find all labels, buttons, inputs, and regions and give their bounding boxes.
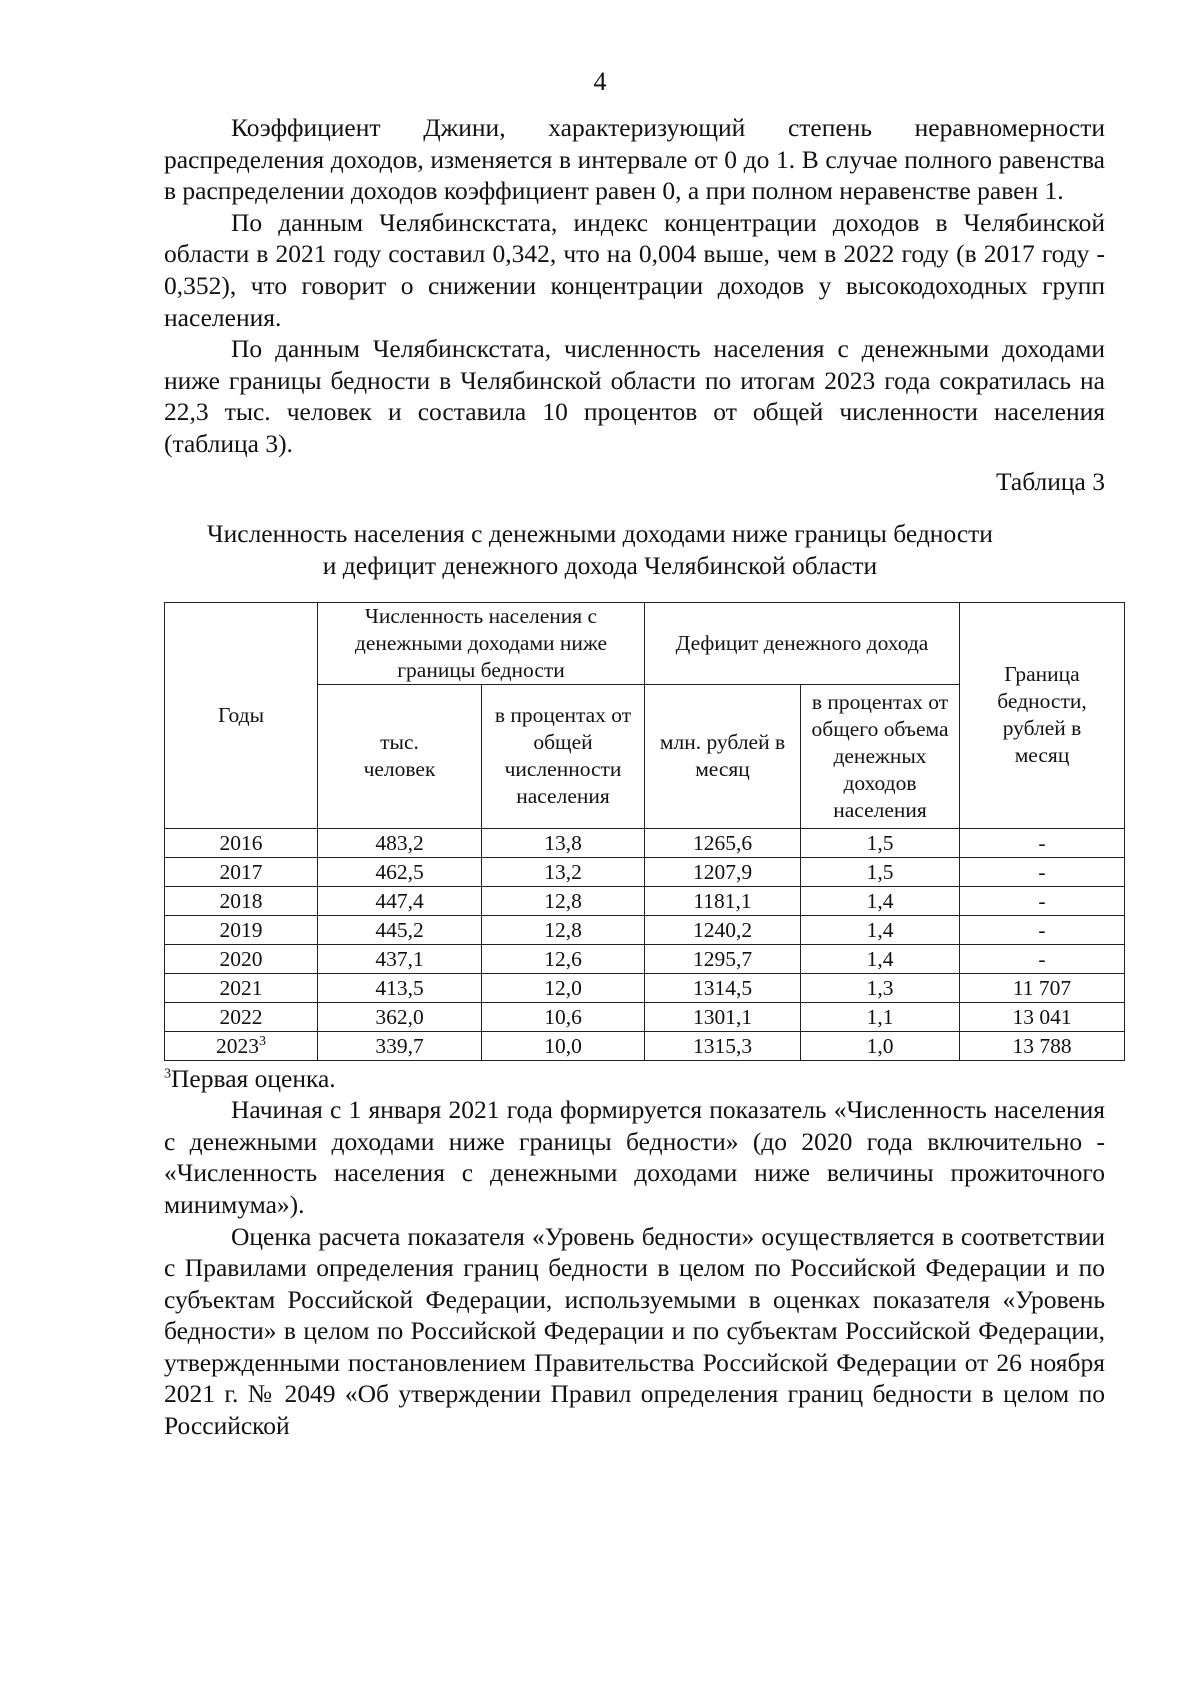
cell-year: [165, 973, 318, 1002]
table-row: [165, 915, 1125, 944]
cell-year: [165, 1002, 318, 1031]
cell-value: 362,0: [375, 1004, 424, 1029]
cell-year: [165, 944, 318, 973]
cell-value: 1295,7: [692, 946, 753, 971]
cell-value: 13,2: [544, 859, 582, 884]
cell-value: 1314,5: [692, 975, 753, 1000]
cell-value: 1,5: [866, 830, 894, 855]
paragraph: Коэффициент Джини, характеризующий степень неравномерности распределения доходов, изменяется в интервале от 0 до 1. В случае полного равенства в распределении доходов коэффициент равен 0, а при полном неравенстве равен 1.: [164, 113, 1105, 206]
table-row: [165, 1002, 1125, 1031]
cell-thousand: [318, 857, 482, 886]
table-body: [165, 828, 1125, 1060]
cell-value: 1301,1: [692, 1004, 753, 1029]
body-text-top: [164, 112, 1105, 460]
table-number: Таблица 3: [995, 466, 1105, 496]
cell-line: [960, 828, 1125, 857]
cell-thousand: [318, 1002, 482, 1031]
table-title-line: Численность населения с денежными доходами ниже границы бедности: [207, 518, 993, 548]
cell-pct: [482, 828, 645, 857]
table-row: [165, 828, 1125, 857]
poverty-table: [164, 602, 1125, 1061]
cell-value: 1240,2: [692, 917, 753, 942]
cell-value: 339,7: [375, 1033, 424, 1058]
cell-value: -: [1038, 888, 1046, 913]
cell-value: -: [1038, 917, 1046, 942]
cell-mln: [645, 944, 801, 973]
cell-year: [165, 857, 318, 886]
cell-pct: [482, 915, 645, 944]
cell-mln: [645, 857, 801, 886]
cell-mln: [645, 973, 801, 1002]
page-number: 4: [593, 67, 607, 96]
cell-value: -: [1038, 946, 1046, 971]
cell-value: 1207,9: [692, 859, 753, 884]
cell-pct_inc: [801, 886, 960, 915]
cell-value: 1,5: [866, 859, 894, 884]
cell-value: 13 041: [1012, 1004, 1072, 1029]
cell-value: 462,5: [375, 859, 424, 884]
header-thousand-people: тыс. человек: [318, 684, 482, 828]
cell-value: 13,8: [544, 830, 582, 855]
footnote-ref: 3: [259, 1033, 266, 1049]
header-years: Годы: [165, 602, 318, 828]
header-mln-rub: млн. рублей в месяц: [645, 684, 801, 828]
cell-year: [165, 886, 318, 915]
header-percent-population: в процентах от общей численности населения: [482, 684, 645, 828]
cell-value: 12,6: [544, 946, 582, 971]
footnote-text: Первая оценка.: [171, 1063, 336, 1093]
cell-value: 1265,6: [692, 830, 753, 855]
cell-value: 1,4: [866, 888, 894, 913]
cell-value: -: [1038, 859, 1046, 884]
cell-value: 2018: [219, 888, 263, 913]
paragraph: Начиная с 1 января 2021 года формируется показатель «Численность населения с денежными доходами ниже границы бедности» (до 2020 года включительно - «Численность населения с денежными доходами ниже величины прожиточного минимума»).: [164, 1095, 1105, 1219]
cell-value: 447,4: [375, 888, 424, 913]
cell-value: -: [1038, 830, 1046, 855]
cell-thousand: [318, 944, 482, 973]
footnote-mark: 3: [164, 1066, 171, 1082]
cell-mln: [645, 1002, 801, 1031]
cell-thousand: [318, 828, 482, 857]
cell-value: 413,5: [375, 975, 424, 1000]
cell-value: 483,2: [375, 830, 424, 855]
cell-pct: [482, 944, 645, 973]
cell-value: 2021: [219, 975, 263, 1000]
cell-value: 1,4: [866, 946, 894, 971]
cell-mln: [645, 886, 801, 915]
cell-value: 2020: [219, 946, 263, 971]
cell-mln: [645, 915, 801, 944]
paragraph: По данным Челябинскстата, численность населения с денежными доходами ниже границы бедности в Челябинской области по итогам 2023 года сократилась на 22,3 тыс. человек и составила 10 процентов от общей численности населения (таблица 3).: [164, 334, 1105, 458]
header-deficit-group: Дефицит денежного дохода: [645, 602, 960, 684]
table-title: [0, 518, 1200, 582]
cell-value: 12,8: [544, 917, 582, 942]
cell-pct_inc: [801, 973, 960, 1002]
cell-pct_inc: [801, 944, 960, 973]
cell-pct_inc: [801, 915, 960, 944]
cell-pct_inc: [801, 1031, 960, 1060]
cell-line: [960, 857, 1125, 886]
cell-value: 445,2: [375, 917, 424, 942]
cell-value: 1,1: [866, 1004, 894, 1029]
cell-value: 2022: [219, 1004, 263, 1029]
table-row: [165, 886, 1125, 915]
cell-value: 2023: [216, 1033, 259, 1058]
cell-thousand: [318, 1031, 482, 1060]
header-poverty-line: Граница бедности, рублей в месяц: [960, 602, 1125, 828]
cell-year: [165, 915, 318, 944]
cell-line: [960, 973, 1125, 1002]
cell-line: [960, 886, 1125, 915]
table-row: [165, 857, 1125, 886]
cell-pct: [482, 857, 645, 886]
cell-pct_inc: [801, 828, 960, 857]
cell-value: 10,0: [544, 1033, 582, 1058]
cell-value: 437,1: [375, 946, 424, 971]
cell-thousand: [318, 886, 482, 915]
paragraph: Оценка расчета показателя «Уровень бедности» осуществляется в соответствии с Правилами определения границ бедности в целом по Российской Федерации и по субъектам Российской Федерации, используемыми в оценках показателя «Уровень бедности» в целом по Российской Федерации и по субъектам Российской Федерации, утвержденными постановлением Правительства Российской Федерации от 26 ноября 2021 г. № 2049 «Об утверждении Правил определения границ бедности в целом по Российской: [164, 1221, 1105, 1441]
table-row: [165, 944, 1125, 973]
cell-line: [960, 1031, 1125, 1060]
table-row: [165, 1031, 1125, 1060]
cell-pct: [482, 1031, 645, 1060]
header-population-group: Численность населения с денежными доходами ниже границы бедности: [318, 602, 645, 684]
body-text-bottom: [164, 1094, 1105, 1442]
cell-value: 1315,3: [692, 1033, 753, 1058]
cell-pct: [482, 886, 645, 915]
cell-mln: [645, 828, 801, 857]
cell-pct_inc: [801, 857, 960, 886]
cell-thousand: [318, 973, 482, 1002]
cell-value: 12,8: [544, 888, 582, 913]
cell-value: 1181,1: [693, 888, 752, 913]
cell-value: 1,0: [866, 1033, 894, 1058]
cell-mln: [645, 1031, 801, 1060]
paragraph: По данным Челябинскстата, индекс концентрации доходов в Челябинской области в 2021 году составил 0,342, что на 0,004 выше, чем в 2022 году (в 2017 году - 0,352), что говорит о снижении концентрации доходов у высокодоходных групп населения.: [164, 207, 1105, 332]
cell-line: [960, 915, 1125, 944]
cell-year: [165, 1031, 318, 1060]
cell-thousand: [318, 915, 482, 944]
cell-value: 2017: [219, 859, 263, 884]
cell-value: 12,0: [544, 975, 582, 1000]
cell-value: 11 707: [1012, 975, 1072, 1000]
cell-value: 2016: [219, 830, 263, 855]
cell-pct_inc: [801, 1002, 960, 1031]
table-row: [165, 973, 1125, 1002]
cell-line: [960, 944, 1125, 973]
header-percent-income: в процентах от общего объема денежных доходов населения: [801, 684, 960, 828]
cell-year: [165, 828, 318, 857]
table-title-line: и дефицит денежного дохода Челябинской области: [322, 550, 878, 580]
content-column: [164, 112, 1126, 1442]
cell-value: 2019: [219, 917, 263, 942]
footnote: [164, 1063, 1126, 1095]
cell-value: 1,4: [866, 917, 894, 942]
cell-value: 1,3: [866, 975, 894, 1000]
cell-pct: [482, 973, 645, 1002]
cell-pct: [482, 1002, 645, 1031]
cell-value: 10,6: [544, 1004, 582, 1029]
cell-line: [960, 1002, 1125, 1031]
cell-value: 13 788: [1012, 1033, 1072, 1058]
